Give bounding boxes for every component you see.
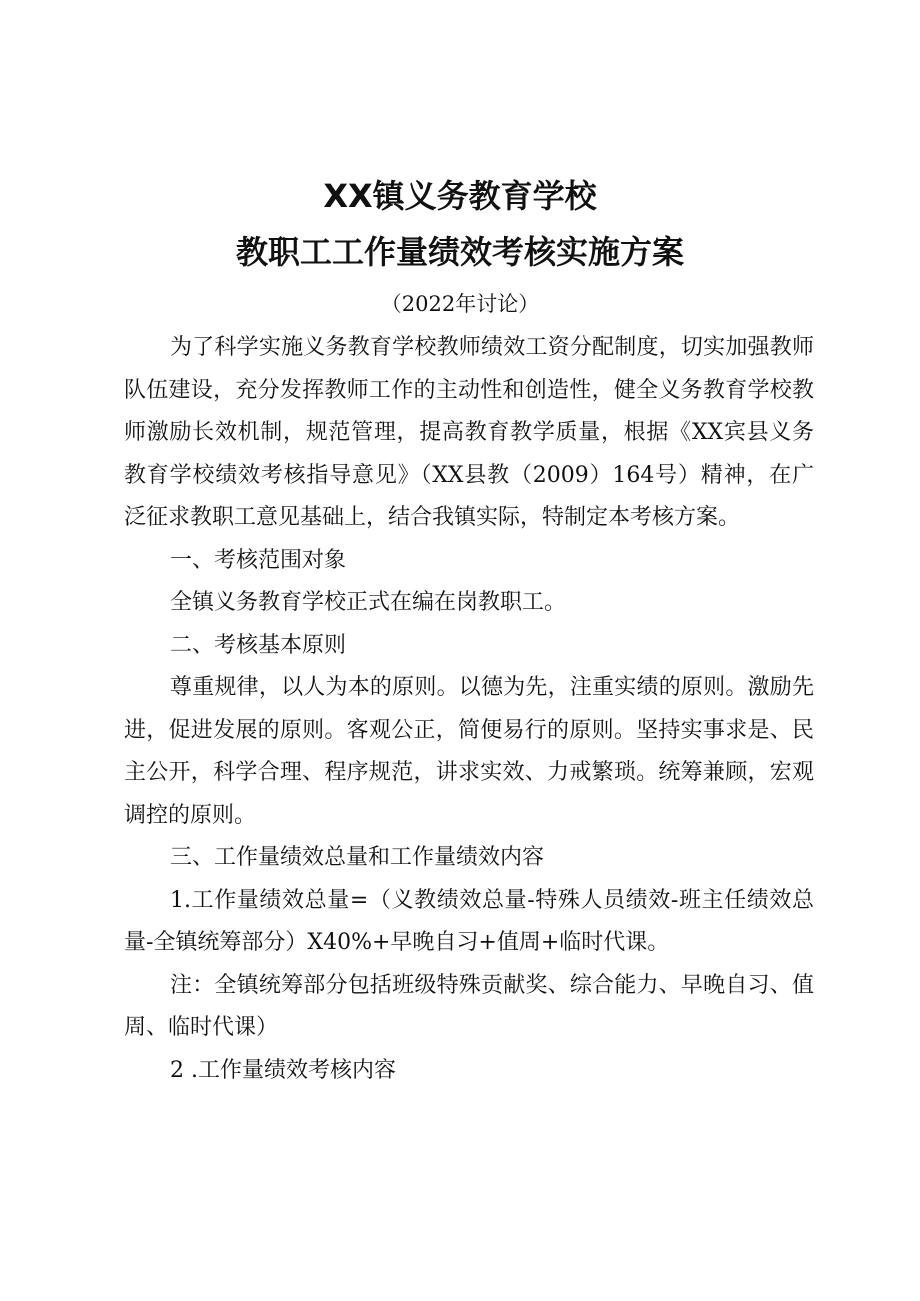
document-title-line2: 教职工工作量绩效考核实施方案 [235,233,684,271]
paragraph-intro: 为了科学实施义务教育学校教师绩效工资分配制度，切实加强教师队伍建设，充分发挥教师工作的主动性和创造性，健全义务教育学校教师激励长效机制，规范管理，提高教育教学质量，根据《XX宾县义务教育学校绩效考核指导意见》（XX县教（2009）164号）精神，在广泛征求教职工意见基础上，结合我镇实际，特制定本考核方案。 [124,335,814,530]
document-body [124,327,814,1092]
paragraph-principles: 尊重规律，以人为本的原则。以德为先，注重实绩的原则。激励先进，促进发展的原则。客观公正，简便易行的原则。坚持实事求是、民主公开，科学合理、程序规范，讲求实效、力戒繁琐。统筹兼顾，宏观调控的原则。 [124,675,814,828]
heading-assessment-content: 2 .工作量绩效考核内容 [170,1057,396,1083]
heading-scope: 一、考核范围对象 [170,547,347,573]
document-title-line1: XX镇义务教育学校 [323,177,597,215]
heading-workload: 三、工作量绩效总量和工作量绩效内容 [170,845,545,870]
paragraph-scope: 全镇义务教育学校正式在编在岗教职工。 [170,590,567,615]
document-subtitle: （2022年讨论） [380,292,540,316]
paragraph-workload-formula: 1.工作量绩效总量=（义教绩效总量-特殊人员绩效-班主任绩效总量-全镇统筹部分）X40%+早晚自习+值周+临时代课。 [124,887,814,955]
paragraph-note: 注：全镇统筹部分包括班级特殊贡献奖、综合能力、早晚自习、值周、临时代课） [124,972,814,1040]
heading-principles: 二、考核基本原则 [170,632,347,658]
